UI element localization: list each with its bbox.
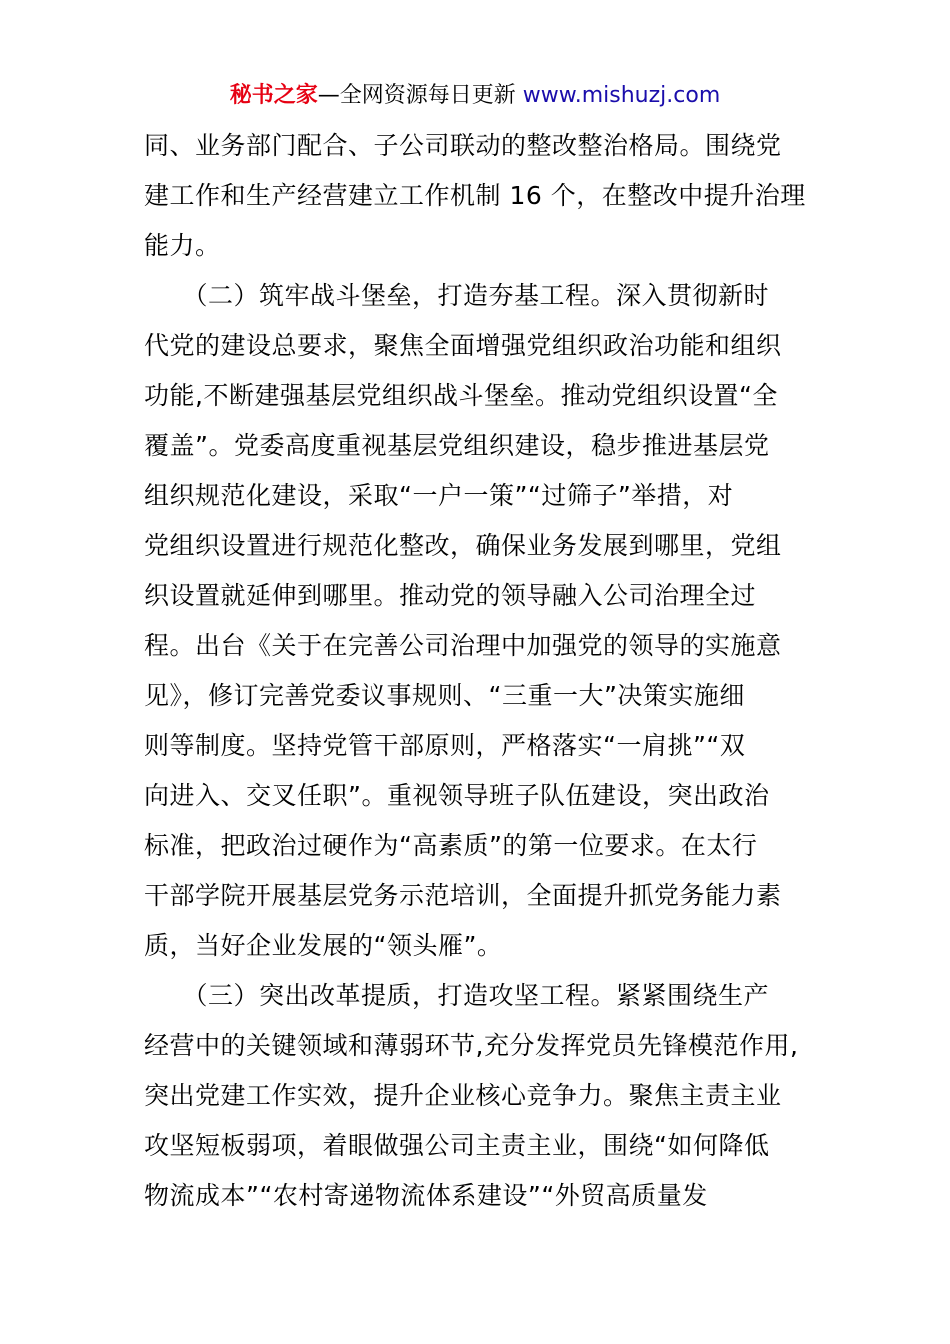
- text-line: 攻坚短板弱项，着眼做强公司主责主业，围绕“如何降低: [144, 1131, 770, 1160]
- text-line: 干部学院开展基层党务示范培训，全面提升抓党务能力素: [144, 881, 782, 910]
- text-line: 能力。: [144, 231, 221, 260]
- text-line: （三）突出改革提质，打造攻坚工程。紧紧围绕生产: [144, 981, 770, 1010]
- text-line: 建工作和生产经营建立工作机制 16 个，在整改中提升治理: [144, 181, 806, 210]
- text-line: 物流成本”“农村寄递物流体系建设”“外贸高质量发: [144, 1181, 708, 1210]
- text-line: 党组织设置进行规范化整改，确保业务发展到哪里，党组: [144, 531, 782, 560]
- text-line: 见》，修订完善党委议事规则、“三重一大”决策实施细: [144, 681, 745, 710]
- text-line: 织设置就延伸到哪里。推动党的领导融入公司治理全过: [144, 581, 757, 610]
- site-header: [0, 80, 950, 112]
- site-url-link[interactable]: www.mishuzj.com: [522, 83, 721, 108]
- document-body: [144, 121, 814, 1221]
- text-line: 同、业务部门配合、子公司联动的整改整治格局。围绕党: [144, 131, 782, 160]
- text-line: （二）筑牢战斗堡垒，打造夯基工程。深入贯彻新时: [144, 281, 770, 310]
- text-line: 覆盖”。党委高度重视基层党组织建设，稳步推进基层党: [144, 431, 770, 460]
- text-line: 质，当好企业发展的“领头雁”。: [144, 931, 503, 960]
- header-tagline: —全网资源每日更新: [317, 83, 523, 108]
- brand-name: 秘书之家: [229, 83, 318, 108]
- text-line: 组织规范化建设，采取“一户一策”“过筛子”举措，对: [144, 481, 734, 510]
- text-line: 经营中的关键领域和薄弱环节,充分发挥党员先锋模范作用,: [144, 1031, 799, 1060]
- text-line: 标准，把政治过硬作为“高素质”的第一位要求。在太行: [144, 831, 758, 860]
- text-line: 向进入、交叉任职”。重视领导班子队伍建设，突出政治: [144, 781, 770, 810]
- text-line: 程。出台《关于在完善公司治理中加强党的领导的实施意: [144, 631, 782, 660]
- text-line: 突出党建工作实效，提升企业核心竞争力。聚焦主责主业: [144, 1081, 782, 1110]
- text-line: 功能,不断建强基层党组织战斗堡垒。推动党组织设置“全: [144, 381, 778, 410]
- text-line: 则等制度。坚持党管干部原则，严格落实“一肩挑”“双: [144, 731, 746, 760]
- text-line: 代党的建设总要求，聚焦全面增强党组织政治功能和组织: [144, 331, 782, 360]
